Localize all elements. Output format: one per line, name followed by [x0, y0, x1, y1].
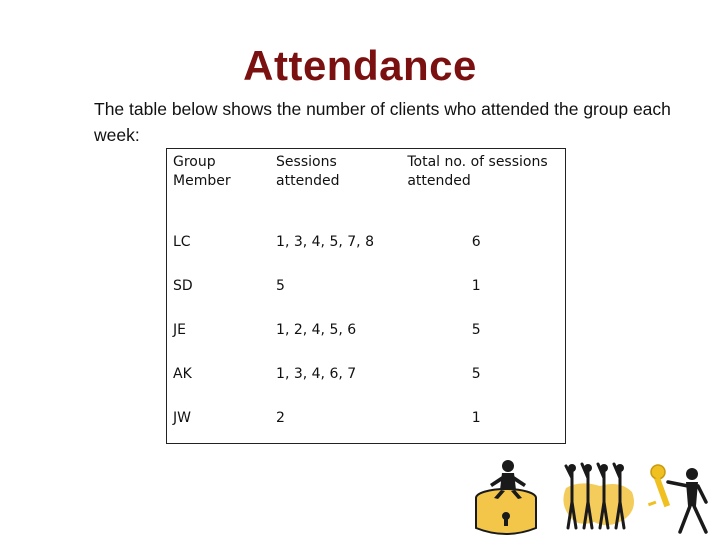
header-sessions-attended: Sessions attended: [276, 154, 340, 189]
table-header-row: [167, 149, 566, 224]
header-total-sessions: Total no. of sessions attended: [407, 154, 548, 189]
table-row: [167, 399, 566, 443]
cell-member: SD: [173, 278, 193, 294]
header-group-member: Group Member: [173, 154, 231, 189]
table-row: [167, 223, 566, 267]
cell-member: LC: [173, 234, 191, 250]
cell-sessions: 1, 2, 4, 5, 6: [276, 322, 357, 338]
slide-title: Attendance: [243, 42, 477, 89]
cell-member: JW: [173, 410, 191, 426]
table-row: [167, 311, 566, 355]
cell-member: JE: [173, 322, 186, 338]
figure-with-key-clipart: [644, 458, 714, 540]
cell-sessions: 2: [276, 410, 285, 426]
cell-total: 5: [471, 322, 481, 338]
cell-member: AK: [173, 366, 192, 382]
attendance-table: [166, 148, 566, 444]
padlock-icon: [476, 489, 536, 534]
cell-sessions: 1, 3, 4, 6, 7: [276, 366, 357, 382]
cell-total: 1: [471, 278, 481, 294]
cell-total: 5: [471, 366, 481, 382]
cell-total: 1: [471, 410, 481, 426]
group-figures-clipart: [560, 458, 640, 540]
cell-sessions: 5: [276, 278, 285, 294]
table-row: [167, 355, 566, 399]
cell-sessions: 1, 3, 4, 5, 7, 8: [276, 234, 374, 250]
person-figure-icon: [668, 468, 706, 532]
intro-text: The table below shows the number of clients who attended the group each week:: [94, 99, 671, 145]
cell-total: 6: [471, 234, 481, 250]
figure-on-padlock-clipart: [468, 458, 548, 540]
table-row: [167, 267, 566, 311]
key-icon: [648, 465, 670, 507]
